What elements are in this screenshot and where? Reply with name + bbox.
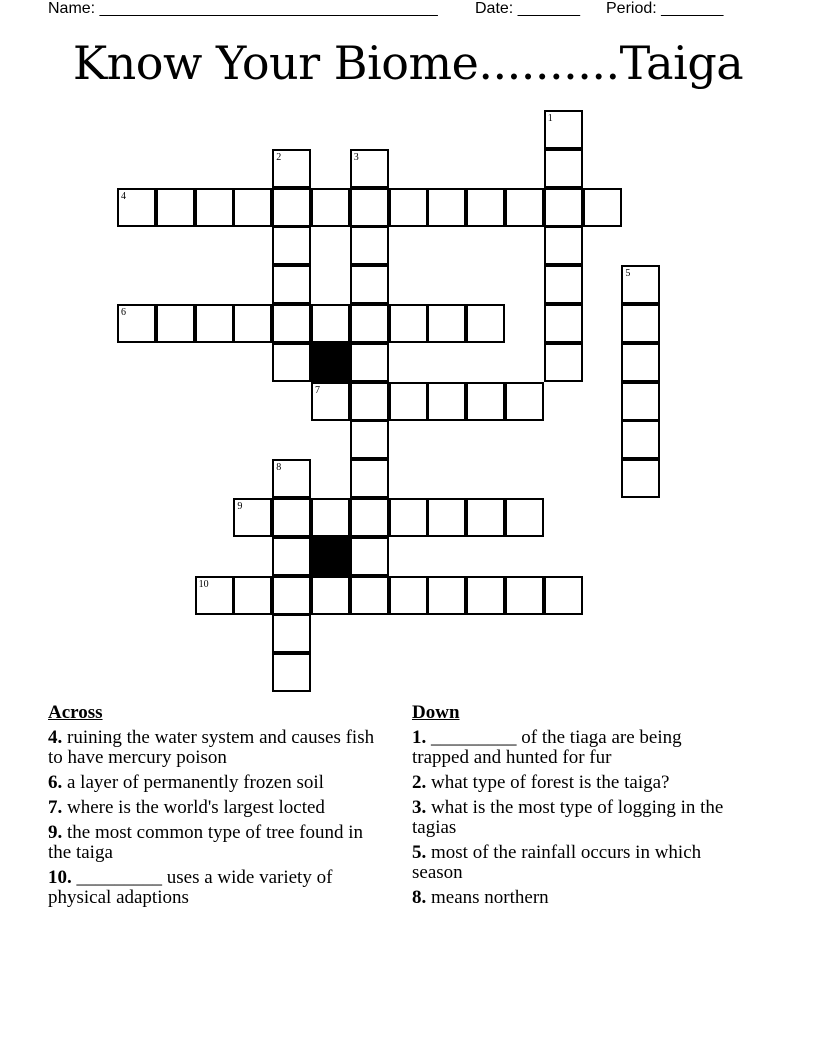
clue-text: most of the rainfall occurs in which season xyxy=(412,842,702,883)
grid-cell[interactable] xyxy=(389,188,428,227)
grid-cell[interactable] xyxy=(233,498,272,537)
grid-cell[interactable] xyxy=(466,382,505,421)
grid-cell[interactable] xyxy=(272,304,311,343)
clue-number-label: 10. xyxy=(48,867,72,888)
grid-cell[interactable] xyxy=(544,576,583,615)
grid-cell[interactable] xyxy=(156,304,195,343)
clue-number-label: 8. xyxy=(412,887,427,908)
across-clue xyxy=(48,773,378,793)
grid-cell[interactable] xyxy=(272,576,311,615)
clue-number: 2 xyxy=(276,151,282,163)
grid-cell[interactable] xyxy=(156,188,195,227)
clue-number: 1 xyxy=(547,113,553,124)
across-clue xyxy=(48,823,378,863)
clue-number: 3 xyxy=(353,151,359,163)
clue-text: what is the most type of logging in the tagias xyxy=(412,797,724,838)
grid-cell[interactable] xyxy=(311,576,350,615)
grid-cell[interactable] xyxy=(621,343,660,382)
down-clue-list xyxy=(412,728,742,908)
clue-number: 7 xyxy=(315,384,320,396)
grid-cell[interactable] xyxy=(311,498,350,537)
grid-cell[interactable] xyxy=(621,420,660,459)
grid-cell[interactable] xyxy=(350,265,389,304)
clue-number-label: 5. xyxy=(412,842,427,863)
grid-cell[interactable] xyxy=(466,576,505,615)
grid-cell[interactable] xyxy=(272,265,311,304)
grid-cell[interactable] xyxy=(272,188,311,227)
grid-cell[interactable] xyxy=(272,614,311,653)
grid-cell[interactable] xyxy=(427,188,466,227)
across-clue xyxy=(48,798,378,818)
grid-cell[interactable] xyxy=(350,149,389,188)
across-heading: Across xyxy=(48,702,103,723)
grid-cell[interactable] xyxy=(389,304,428,343)
clue-number-label: 3. xyxy=(412,797,427,818)
grid-cell[interactable] xyxy=(544,149,583,188)
grid-cell[interactable] xyxy=(350,226,389,265)
grid-cell[interactable] xyxy=(427,498,466,537)
down-clues xyxy=(412,702,742,913)
clue-number: 9 xyxy=(237,501,243,512)
grid-cell[interactable] xyxy=(350,459,389,498)
grid-cell[interactable] xyxy=(272,459,311,498)
grid-cell[interactable] xyxy=(350,498,389,537)
grid-cell[interactable] xyxy=(505,576,544,615)
grid-cell[interactable] xyxy=(466,304,505,343)
period-field[interactable]: Period: _______ xyxy=(606,0,724,17)
down-clue xyxy=(412,843,742,883)
grid-cell[interactable] xyxy=(350,343,389,382)
page-title: Know Your Biome..........Taiga xyxy=(72,36,744,90)
grid-cell[interactable] xyxy=(350,576,389,615)
grid-cell[interactable] xyxy=(427,304,466,343)
grid-cell[interactable] xyxy=(466,188,505,227)
grid-cell[interactable] xyxy=(195,188,234,227)
grid-cell[interactable] xyxy=(233,188,272,227)
clue-text: where is the world's largest locted xyxy=(62,797,325,818)
across-clue-list xyxy=(48,728,378,908)
grid-cell[interactable] xyxy=(621,459,660,498)
grid-cell[interactable] xyxy=(427,382,466,421)
clue-text: what type of forest is the taiga? xyxy=(426,772,670,793)
grid-cell[interactable] xyxy=(544,343,583,382)
across-clue xyxy=(48,868,378,908)
grid-cell[interactable] xyxy=(350,420,389,459)
down-clue xyxy=(412,773,742,793)
grid-cell[interactable] xyxy=(311,382,350,421)
grid-cell[interactable] xyxy=(350,382,389,421)
clue-number-label: 9. xyxy=(48,822,63,843)
down-heading: Down xyxy=(412,702,460,723)
grid-cell[interactable] xyxy=(311,188,350,227)
grid-cell[interactable] xyxy=(195,576,234,615)
down-clue xyxy=(412,798,742,838)
name-field[interactable]: Name: ______________________________________ xyxy=(48,0,438,17)
clue-number-label: 1. xyxy=(412,727,427,748)
grid-cell[interactable] xyxy=(544,188,583,227)
grid-cell[interactable] xyxy=(117,304,156,343)
clue-text: means northern xyxy=(426,887,549,908)
clue-number-label: 2. xyxy=(412,772,427,793)
clue-number-label: 7. xyxy=(48,797,63,818)
clue-text: _________ of the tiaga are being trapped and hunted for fur xyxy=(412,727,682,768)
down-clue xyxy=(412,888,742,908)
clue-text: a layer of permanently frozen soil xyxy=(62,772,324,793)
grid-cell[interactable] xyxy=(621,265,660,304)
grid-cell[interactable] xyxy=(350,537,389,576)
grid-cell[interactable] xyxy=(505,498,544,537)
grid-cell[interactable] xyxy=(505,188,544,227)
across-clue xyxy=(48,728,378,768)
grid-cell[interactable] xyxy=(350,304,389,343)
date-field[interactable]: Date: _______ xyxy=(475,0,580,17)
clue-text: the most common type of tree found in the taiga xyxy=(48,822,364,863)
clue-number: 6 xyxy=(121,307,126,318)
grid-cell[interactable] xyxy=(233,304,272,343)
clue-number: 10 xyxy=(198,578,209,590)
grid-cell[interactable] xyxy=(233,576,272,615)
clue-number-label: 6. xyxy=(48,772,63,793)
grid-cell[interactable] xyxy=(505,382,544,421)
grid-cell[interactable] xyxy=(389,498,428,537)
down-clue xyxy=(412,728,742,768)
clue-number: 5 xyxy=(625,268,631,280)
clue-number-label: 4. xyxy=(48,727,63,748)
clue-text: _________ uses a wide variety of physical adaptions xyxy=(48,867,333,908)
grid-cell[interactable] xyxy=(389,382,428,421)
grid-cell[interactable] xyxy=(544,265,583,304)
grid-cell[interactable] xyxy=(427,576,466,615)
grid-cell[interactable] xyxy=(272,343,311,382)
grid-cell[interactable] xyxy=(389,576,428,615)
grid-cell[interactable] xyxy=(621,304,660,343)
grid-cell[interactable] xyxy=(272,498,311,537)
grid-cell[interactable] xyxy=(583,188,622,227)
grid-cell[interactable] xyxy=(272,226,311,265)
grid-cell[interactable] xyxy=(272,537,311,576)
grid-cell[interactable] xyxy=(350,188,389,227)
grid-cell[interactable] xyxy=(466,498,505,537)
clue-number: 4 xyxy=(121,190,126,202)
grid-cell[interactable] xyxy=(544,110,583,149)
grid-cell[interactable] xyxy=(272,149,311,188)
grid-cell[interactable] xyxy=(195,304,234,343)
across-clues xyxy=(48,702,378,913)
black-cell xyxy=(311,537,350,576)
grid-cell[interactable] xyxy=(272,653,311,692)
grid-cell[interactable] xyxy=(117,188,156,227)
grid-cell[interactable] xyxy=(544,304,583,343)
grid-cell[interactable] xyxy=(311,304,350,343)
black-cell xyxy=(311,343,350,382)
grid-cell[interactable] xyxy=(621,382,660,421)
grid-cell[interactable] xyxy=(544,226,583,265)
clue-text: ruining the water system and causes fish to have mercury poison xyxy=(48,727,375,768)
clue-number: 8 xyxy=(276,462,282,474)
